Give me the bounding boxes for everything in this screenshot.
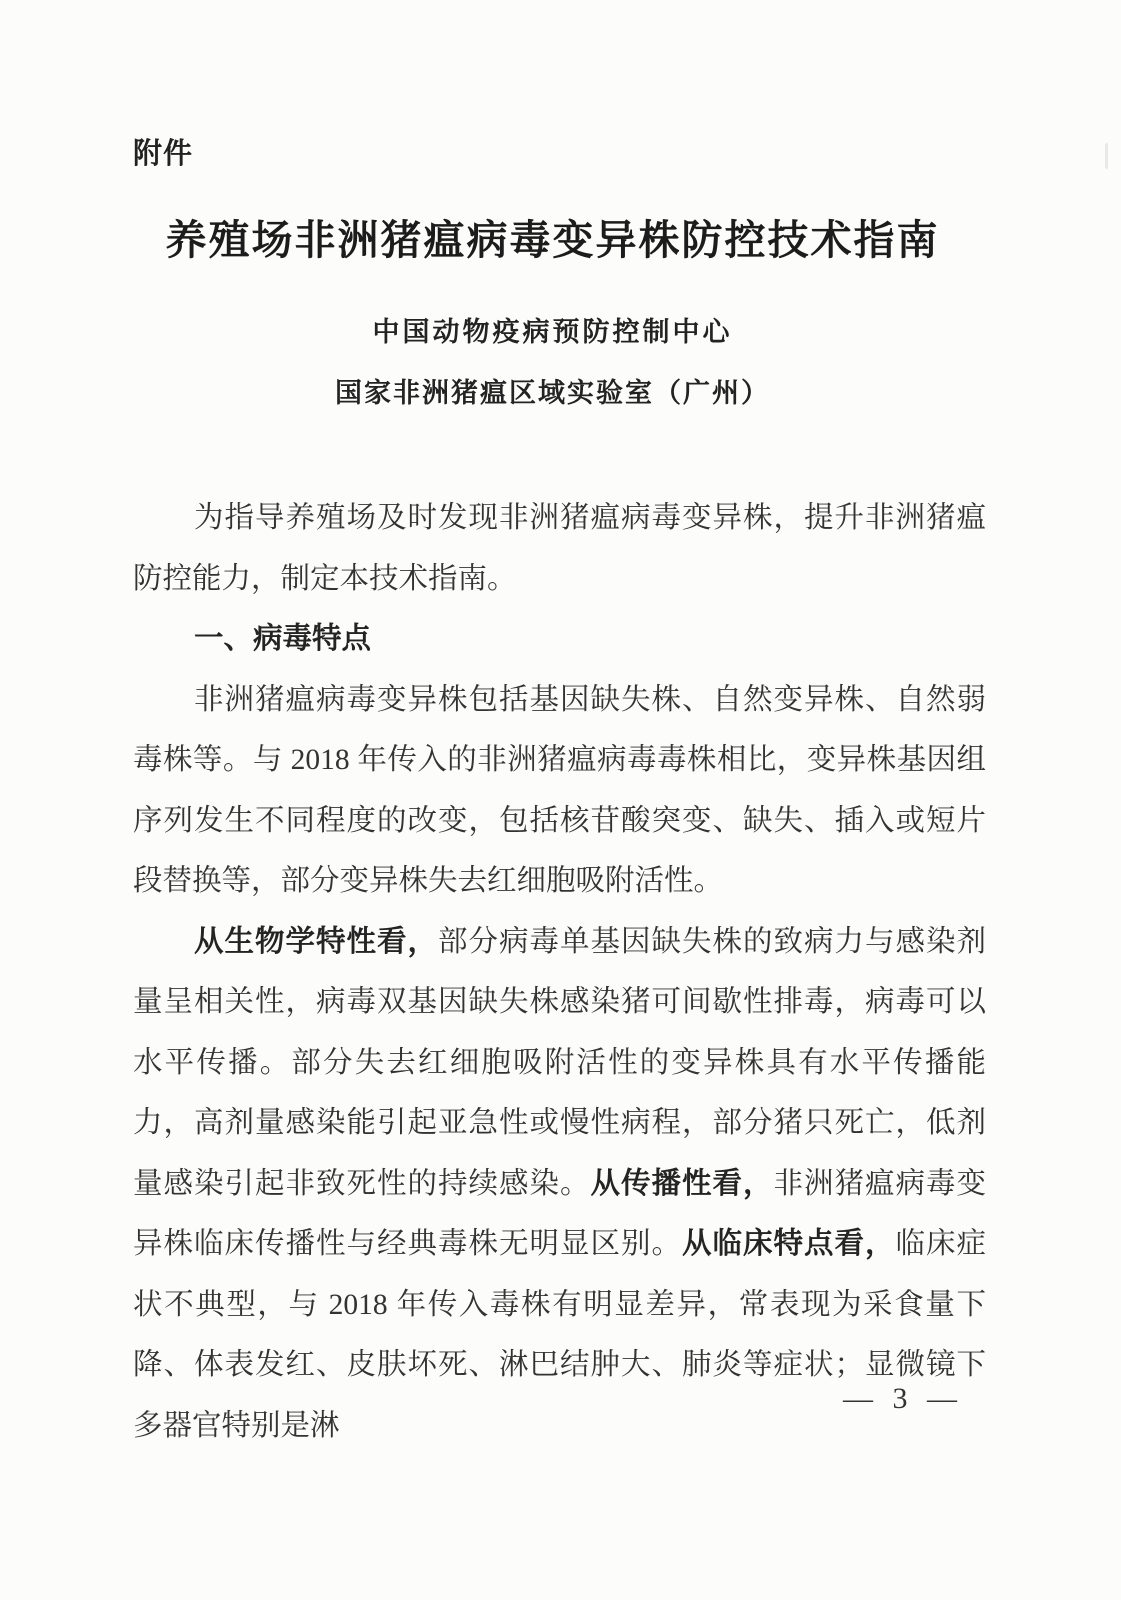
- text-run: 非洲猪瘟病毒变异株临床传播性与经典毒株无明显区别。: [133, 1167, 986, 1260]
- intro-paragraph: 为指导养殖场及时发现非洲猪瘟病毒变异株，提升非洲猪瘟防控能力，制定本技术指南。: [133, 502, 986, 595]
- paragraph-biological-features: [133, 912, 986, 1457]
- paragraph-virus-variants: 非洲猪瘟病毒变异株包括基因缺失株、自然变异株、自然弱毒株等。与 2018 年传入的非洲猪瘟病毒毒株相比，变异株基因组序列发生不同程度的改变，包括核苷酸突变、缺失、插入或短片段替换等，部分变异株失去红细胞吸附活性。: [133, 683, 986, 897]
- document-body: [133, 488, 986, 1456]
- bold-phrase: 从临床特点看，: [681, 1227, 896, 1260]
- text-run: 部分病毒单基因缺失株的致病力与感染剂量呈相关性，病毒双基因缺失株感染猪可间歇性排毒，病毒可以水平传播。部分失去红细胞吸附活性的变异株具有水平传播能力，高剂量感染能引起亚急性或慢性病程，部分猪只死亡，低剂量感染引起非致死性的持续感染。: [133, 925, 986, 1200]
- issuing-lab-name: 国家非洲猪瘟区域实验室（广州）: [335, 378, 770, 408]
- page-number: — 3 —: [843, 1382, 963, 1415]
- section-heading-virus-characteristics: 一、病毒特点: [194, 622, 372, 655]
- attachment-label: 附件: [133, 138, 194, 170]
- document-title: 养殖场非洲猪瘟病毒变异株防控技术指南: [165, 217, 940, 263]
- scan-artifact: [1105, 143, 1108, 169]
- issuing-org-name: 中国动物疫病预防控制中心: [372, 317, 733, 347]
- bold-phrase: 从传播性看，: [590, 1166, 774, 1200]
- text-run: 临床症状不典型，与 2018 年传入毒株有明显差异，常表现为采食量下降、体表发红、皮肤坏死、淋巴结肿大、肺炎等症状；显微镜下多器官特别是淋: [133, 1228, 986, 1442]
- bold-phrase: 从生物学特性看，: [194, 924, 438, 958]
